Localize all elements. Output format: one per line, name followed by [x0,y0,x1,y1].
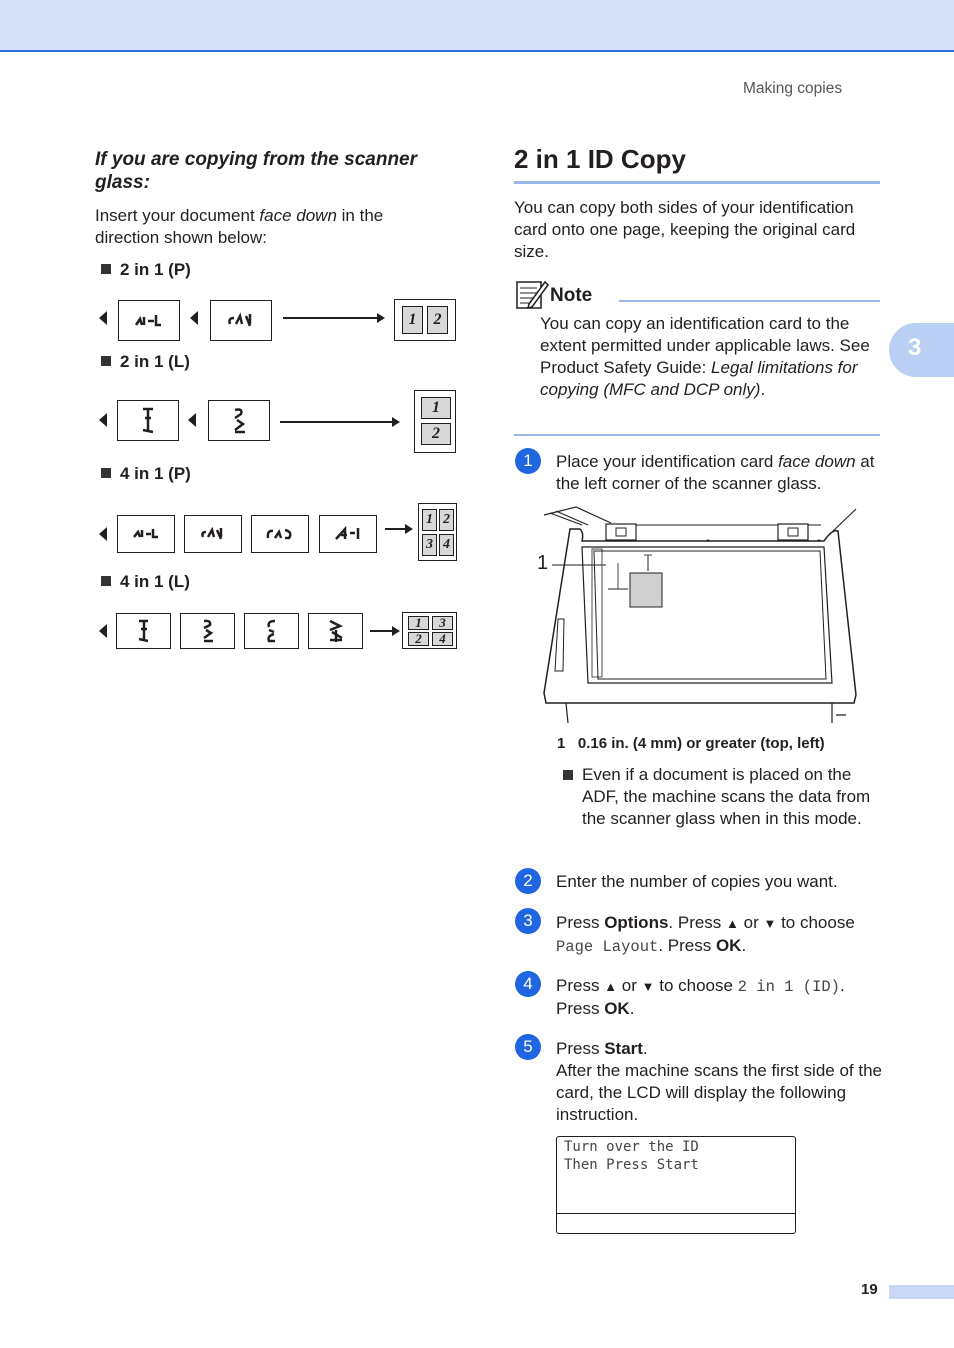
doc-glyph [184,515,242,553]
step-1-text: Place your identification card face down at the left corner of the scanner glass. [556,452,875,493]
step-5-text: Press Start. After the machine scans the first side of the card, the LCD will display the following instruction. [556,1039,882,1124]
result-cell: 2 [427,306,448,334]
result-cell: 1 [402,306,423,334]
flow-arrow [370,630,394,632]
left-intro: Insert your document face down in the direction shown below: [95,206,384,247]
result-cell: 1 [422,509,437,531]
direction-arrow [99,624,107,638]
section-title: 2 in 1 ID Copy [514,144,686,174]
flow-arrow [283,317,379,319]
left-heading: If you are copying from the scanner glass: [95,149,418,193]
note-text: You can copy an identification card to the extent permitted under applicable laws. See Product Safety Guide: Legal limitations for copying (MFC and DCP only). [540,314,870,399]
chapter-tab[interactable] [889,323,954,377]
doc-glyph [244,613,299,649]
mode-label-2in1p: 2 in 1 (P) [101,260,191,280]
step-2-text: Enter the number of copies you want. [556,872,838,891]
result-cell: 2 [421,423,451,445]
result-sheet [394,299,456,341]
doc-glyph [210,300,272,341]
doc-glyph [308,613,363,649]
chapter-number: 3 [908,334,922,361]
doc-glyph [117,515,175,553]
section-rule [514,181,880,184]
lcd-line-2: Then Press Start [564,1157,699,1173]
doc-glyph [180,613,235,649]
page-number-bar [889,1285,954,1299]
flow-arrow [385,528,407,530]
note-pencil-icon [515,278,549,310]
step-5-icon: 5 [515,1034,541,1060]
step-3-text: Press Options. Press ▲ or ▼ to choose Page Layout. Press OK. [556,913,855,956]
result-cell: 3 [422,534,437,556]
up-arrow-icon: ▲ [604,979,618,994]
lcd-line-1: Turn over the ID [564,1139,699,1155]
top-banner [0,0,954,52]
result-cell: 2 [439,509,454,531]
note-label: Note [550,285,593,306]
result-cell: 4 [432,632,453,646]
page-number: 19 [861,1281,878,1298]
mode-label-4in1l: 4 in 1 (L) [101,572,190,592]
result-cell: 1 [408,616,429,630]
result-cell: 2 [408,632,429,646]
mode-label-2in1l: 2 in 1 (L) [101,352,190,372]
bullet-note: Even if a document is placed on the ADF, the machine scans the data from the scanner glass when in this mode. [563,764,881,830]
step-4-icon: 4 [515,971,541,997]
step-1-icon: 1 [515,448,541,474]
result-cell: 1 [421,397,451,419]
step-3-icon: 3 [515,908,541,934]
result-cell: 3 [432,616,453,630]
running-header: Making copies [743,80,843,97]
step-4-text: Press ▲ or ▼ to choose 2 in 1 (ID). Press OK. [556,976,845,1018]
lcd-divider [557,1213,795,1214]
direction-arrow [99,413,107,427]
doc-glyph [118,300,180,341]
doc-glyph [319,515,377,553]
doc-glyph [116,613,171,649]
note-rule-bottom [514,434,880,436]
result-sheet [402,612,457,649]
direction-arrow [99,527,107,541]
flow-arrow [280,421,394,423]
doc-glyph [117,400,179,441]
figure-caption: 1 0.16 in. (4 mm) or greater (top, left) [557,735,825,752]
down-arrow-icon: ▼ [763,916,777,931]
direction-arrow [188,413,196,427]
down-arrow-icon: ▼ [641,979,655,994]
note-rule [619,300,880,302]
doc-glyph [251,515,309,553]
step-2-icon: 2 [515,868,541,894]
scanner-glass-illustration [536,503,861,725]
up-arrow-icon: ▲ [726,916,739,931]
direction-arrow [99,311,107,325]
result-sheet [414,390,456,453]
figure-callout: 1 [537,552,549,574]
lcd-display [556,1136,796,1234]
result-cell: 4 [439,534,454,556]
direction-arrow [190,311,198,325]
section-intro: You can copy both sides of your identification card onto one page, keeping the original card size. [514,198,856,261]
result-sheet [418,503,457,561]
mode-label-4in1p: 4 in 1 (P) [101,464,191,484]
doc-glyph [208,400,270,441]
